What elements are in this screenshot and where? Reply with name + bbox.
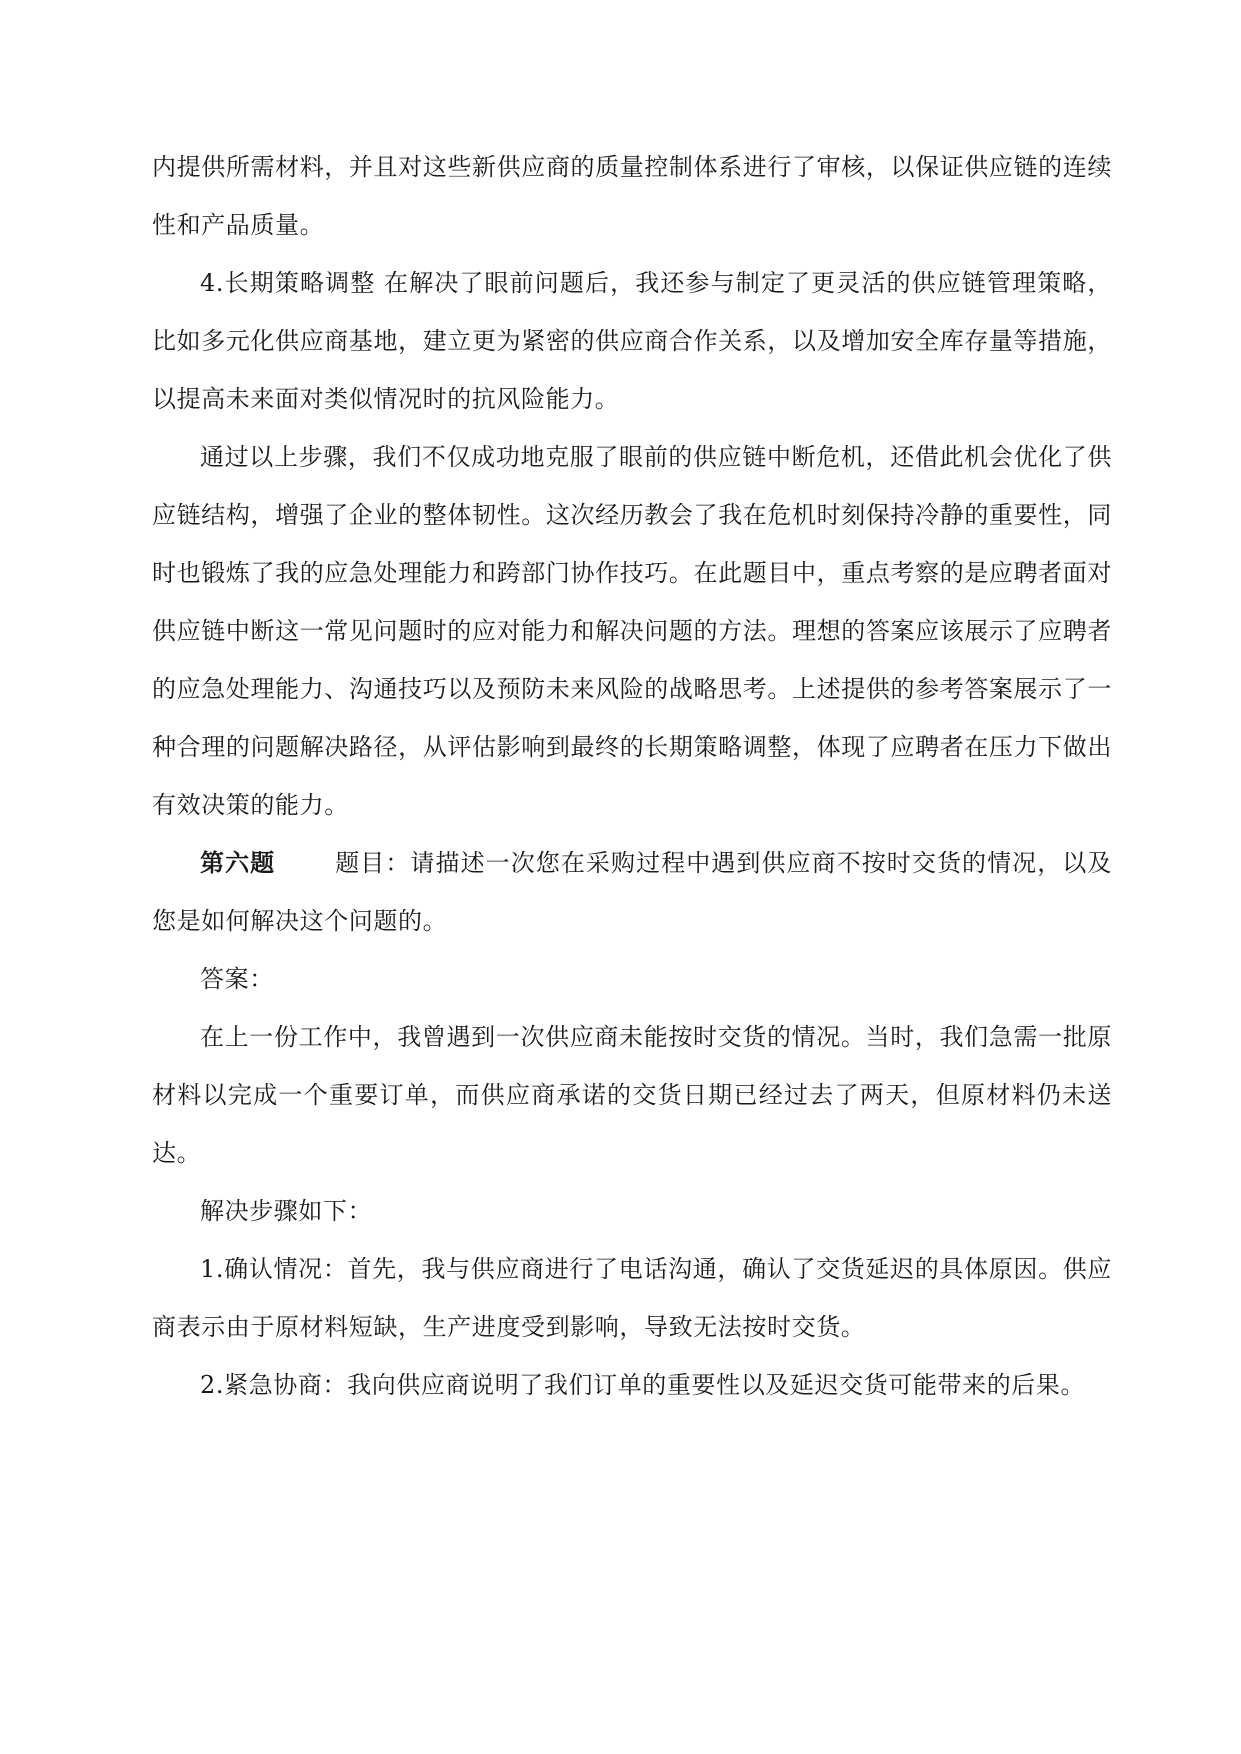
answer-paragraph-step-1: 1.确认情况：首先，我与供应商进行了电话沟通，确认了交货延迟的具体原因。供应商表示由于原材料短缺，生产进度受到影响，导致无法按时交货。	[152, 1255, 1112, 1341]
paragraph-summary: 通过以上步骤，我们不仅成功地克服了眼前的供应链中断危机，还借此机会优化了供应链结构，增强了企业的整体韧性。这次经历教会了我在危机时刻保持冷静的重要性，同时也锻炼了我的应急处理能力和跨部门协作技巧。在此题目中，重点考察的是应聘者面对供应链中断这一常见问题时的应对能力和解决问题的方法。理想的答案应该展示了应聘者的应急处理能力、沟通技巧以及预防未来风险的战略思考。上述提供的参考答案展示了一种合理的问题解决路径，从评估影响到最终的长期策略调整，体现了应聘者在压力下做出有效决策的能力。	[152, 443, 1112, 819]
paragraph-long-term-strategy: 4.长期策略调整 在解决了眼前问题后，我还参与制定了更灵活的供应链管理策略，比如多元化供应商基地，建立更为紧密的供应商合作关系，以及增加安全库存量等措施，以提高未来面对类似情况时的抗风险能力。	[152, 269, 1112, 413]
question-text: 题目：请描述一次您在采购过程中遇到供应商不按时交货的情况，以及您是如何解决这个问题的。	[152, 849, 1112, 935]
paragraph-continuation: 内提供所需材料，并且对这些新供应商的质量控制体系进行了审核，以保证供应链的连续性和产品质量。	[152, 153, 1112, 239]
answer-paragraph-steps-intro: 解决步骤如下：	[200, 1197, 373, 1225]
answer-paragraph-step-2: 2.紧急协商：我向供应商说明了我们订单的重要性以及延迟交货可能带来的后果。	[200, 1371, 1086, 1399]
question-paragraph	[152, 834, 1112, 950]
answer-label: 答案：	[200, 965, 274, 993]
document-body	[152, 138, 1112, 1414]
answer-paragraph-context: 在上一份工作中，我曾遇到一次供应商未能按时交货的情况。当时，我们急需一批原材料以完成一个重要订单，而供应商承诺的交货日期已经过去了两天，但原材料仍未送达。	[152, 1023, 1112, 1167]
question-label: 第六题	[200, 848, 276, 877]
